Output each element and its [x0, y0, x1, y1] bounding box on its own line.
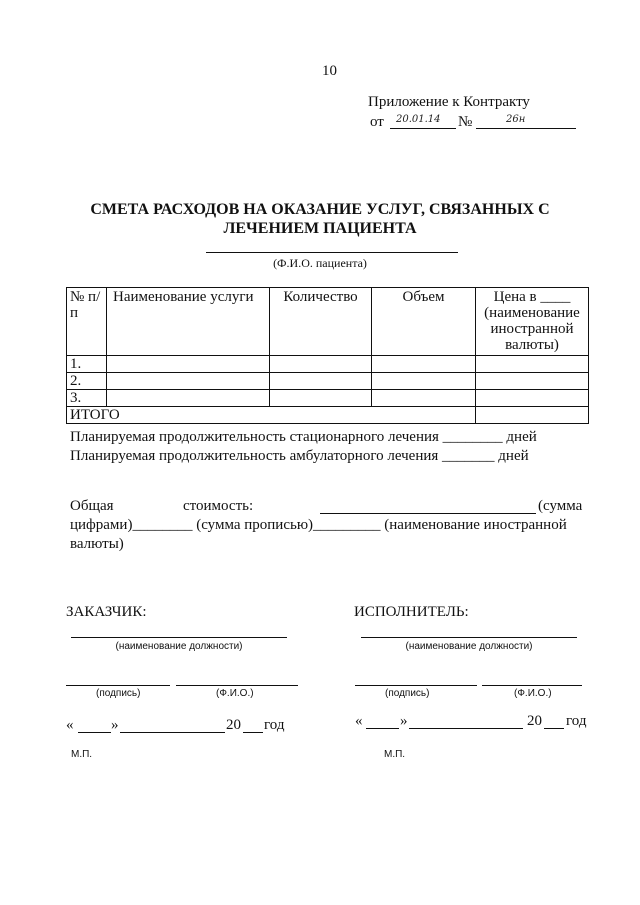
row-number: 2.: [67, 373, 107, 390]
contractor-fio-caption: (Ф.И.О.): [514, 688, 552, 699]
customer-month-line: [120, 732, 225, 733]
outpatient-duration: Планируемая продолжительность амбулаторного лечения _______ дней: [70, 448, 529, 464]
row-cell: [372, 356, 476, 373]
page-number: 10: [322, 63, 337, 79]
inpatient-duration: Планируемая продолжительность стационарного лечения ________ дней: [70, 429, 537, 445]
appendix-number-label: №: [458, 114, 473, 130]
contractor-year-word: год: [566, 713, 587, 729]
row-cell: [476, 373, 589, 390]
cost-word-cost: стоимость:: [183, 498, 254, 514]
document-title-line1: СМЕТА РАСХОДОВ НА ОКАЗАНИЕ УСЛУГ, СВЯЗАННЫХ С: [90, 201, 550, 218]
row-cell: [270, 356, 372, 373]
appendix-from-label: от: [370, 114, 384, 130]
header-volume: Объем: [372, 288, 476, 356]
cost-word-sum: (сумма: [538, 498, 583, 514]
table-total-row: [67, 407, 589, 424]
customer-fio-caption: (Ф.И.О.): [216, 688, 254, 699]
total-value: [476, 407, 589, 424]
contractor-day-line: [366, 728, 399, 729]
row-cell: [372, 390, 476, 407]
cost-line2: цифрами)________ (сумма прописью)_________ (наименование иностранной: [70, 517, 567, 533]
contractor-position-line: [361, 637, 577, 638]
customer-position-line: [71, 637, 287, 638]
row-cell: [107, 390, 270, 407]
appendix-number-line: [476, 128, 576, 129]
cost-word-total: Общая: [70, 498, 114, 514]
appendix-title: Приложение к Контракту: [368, 94, 530, 110]
cost-amount-line: [320, 513, 536, 514]
row-cell: [270, 373, 372, 390]
customer-day-line: [78, 732, 111, 733]
total-label: ИТОГО: [67, 407, 476, 424]
row-cell: [476, 390, 589, 407]
contractor-month-line: [409, 728, 523, 729]
cost-line3: валюты): [70, 536, 124, 552]
contractor-date-close-quote: »: [400, 713, 408, 729]
customer-year-word: год: [264, 717, 285, 733]
contractor-year-line: [544, 728, 564, 729]
header-number: № п/п: [67, 288, 107, 356]
row-cell: [107, 356, 270, 373]
contractor-signature-line: [355, 685, 477, 686]
contractor-stamp: М.П.: [384, 749, 406, 760]
row-cell: [372, 373, 476, 390]
appendix-date-handwritten: 20.01.14: [396, 114, 441, 125]
patient-name-line: [206, 252, 458, 253]
header-price: Цена в ____ (наименование иностранной валюты): [476, 288, 589, 356]
customer-signature-caption: (подпись): [96, 688, 141, 699]
appendix-number-handwritten: 26н: [506, 114, 526, 125]
estimate-table: [66, 287, 589, 424]
appendix-date-line: [390, 128, 456, 129]
customer-title: ЗАКАЗЧИК:: [66, 604, 147, 620]
table-row: [67, 356, 589, 373]
contractor-date-open-quote: «: [355, 713, 363, 729]
contractor-year-prefix: 20: [527, 713, 542, 729]
customer-year-line: [243, 732, 263, 733]
header-service-name: Наименование услуги: [107, 288, 270, 356]
contractor-fio-line: [482, 685, 582, 686]
contractor-position-caption: (наименование должности): [405, 641, 533, 652]
table-row: [67, 373, 589, 390]
table-row: [67, 390, 589, 407]
customer-year-prefix: 20: [226, 717, 241, 733]
customer-signature-line: [66, 685, 170, 686]
document-title-line2: ЛЕЧЕНИЕМ ПАЦИЕНТА: [223, 220, 417, 237]
row-number: 3.: [67, 390, 107, 407]
customer-date-close-quote: »: [111, 717, 119, 733]
document-title: [0, 200, 640, 238]
customer-stamp: М.П.: [71, 749, 93, 760]
row-cell: [107, 373, 270, 390]
row-cell: [476, 356, 589, 373]
contractor-title: ИСПОЛНИТЕЛЬ:: [354, 604, 469, 620]
contractor-signature-caption: (подпись): [385, 688, 430, 699]
row-number: 1.: [67, 356, 107, 373]
customer-position-caption: (наименование должности): [115, 641, 243, 652]
row-cell: [270, 390, 372, 407]
header-quantity: Количество: [270, 288, 372, 356]
patient-name-caption: (Ф.И.О. пациента): [273, 256, 367, 270]
table-header-row: [67, 288, 589, 356]
customer-fio-line: [176, 685, 298, 686]
customer-date-open-quote: «: [66, 717, 74, 733]
